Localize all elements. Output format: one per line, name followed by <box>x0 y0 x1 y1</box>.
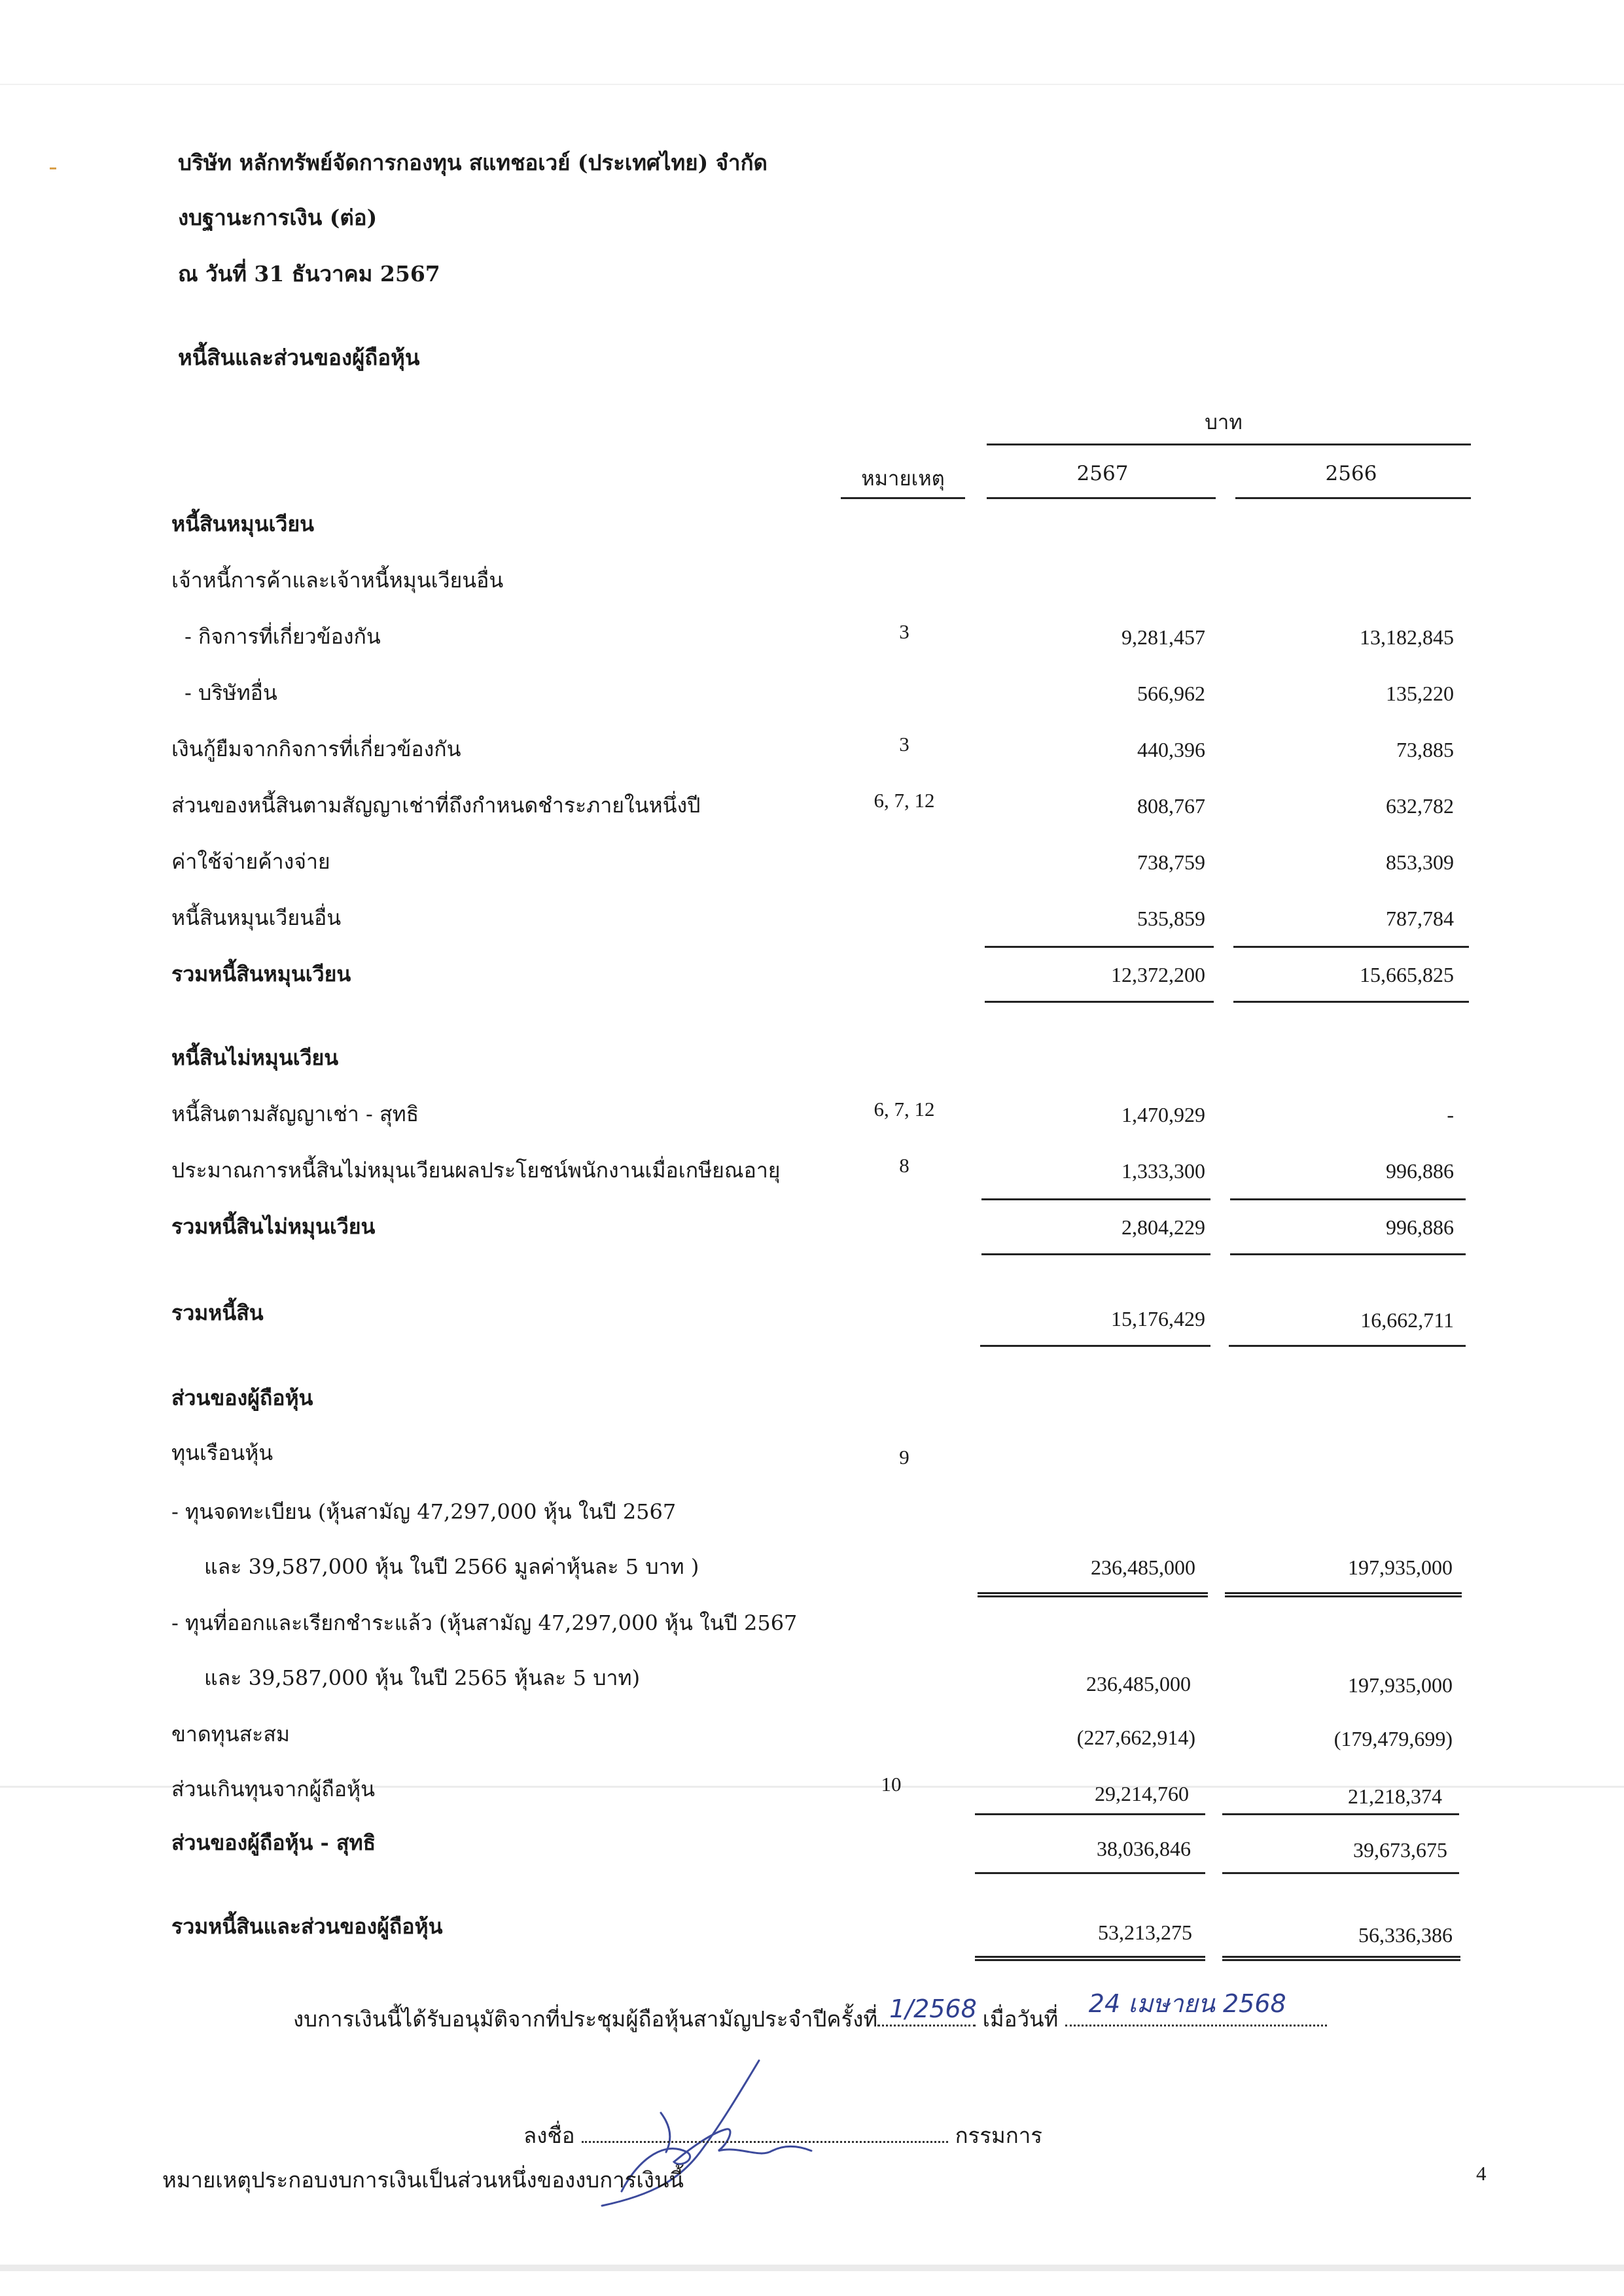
subtotal-rule <box>1230 1198 1466 1200</box>
row-label: รวมหนี้สิน <box>171 1300 264 1325</box>
row-value-2567: 2,804,229 <box>1121 1215 1205 1239</box>
total-rule <box>1229 1345 1466 1347</box>
total-rule <box>1230 1253 1466 1255</box>
row-value-2567: 738,759 <box>1137 850 1205 874</box>
row-label: - ทุนที่ออกและเรียกชำระแล้ว (หุ้นสามัญ 47,297,000 หุ้น ในปี 2567 <box>171 1610 798 1635</box>
year-2566-underline <box>1235 497 1471 499</box>
total-rule <box>1222 1872 1459 1874</box>
row-value-2566: 632,782 <box>1386 794 1454 818</box>
total-rule <box>1233 1001 1469 1003</box>
double-rule <box>978 1592 1208 1597</box>
row-label: - กิจการที่เกี่ยวข้องกัน <box>185 624 381 649</box>
meeting-number-field <box>877 1994 977 2026</box>
row-label: เงินกู้ยืมจากกิจการที่เกี่ยวข้องกัน <box>171 737 461 761</box>
table-row-total <box>0 1826 1624 1866</box>
year-2566-header: 2566 <box>1325 462 1377 485</box>
row-label: - บริษัทอื่น <box>185 680 277 705</box>
row-value-2566: 996,886 <box>1386 1215 1454 1239</box>
table-row <box>0 1607 1624 1646</box>
row-value-2566: 996,886 <box>1386 1159 1454 1183</box>
table-row-total <box>0 1210 1624 1249</box>
row-value-2567: (227,662,914) <box>1076 1726 1195 1749</box>
meeting-number-handwritten: 1/2568 <box>889 1994 977 2023</box>
table-row <box>0 1773 1624 1812</box>
note-header: หมายเหตุ <box>861 467 945 491</box>
table-row <box>0 901 1624 941</box>
table-row <box>0 1436 1624 1476</box>
table-row <box>0 1661 1624 1701</box>
double-rule <box>1222 1956 1460 1961</box>
row-value-2567: 9,281,457 <box>1121 625 1205 649</box>
row-label: ประมาณการหนี้สินไม่หมุนเวียนผลประโยชน์พนักงานเมื่อเกษียณอายุ <box>171 1158 781 1183</box>
table-row <box>0 620 1624 659</box>
table-row-grand-total <box>0 1910 1624 1949</box>
double-rule <box>1225 1592 1462 1597</box>
row-note: 8 <box>899 1154 909 1177</box>
signature-line <box>523 2118 1042 2153</box>
total-rule <box>981 1253 1210 1255</box>
table-row <box>0 1041 1624 1081</box>
row-value-2567: 29,214,760 <box>1095 1782 1189 1805</box>
note-underline <box>841 497 965 499</box>
row-value-2567: 38,036,846 <box>1097 1837 1191 1860</box>
subtotal-rule <box>1222 1813 1459 1815</box>
table-row <box>0 564 1624 603</box>
section-title: หนี้สินและส่วนของผู้ถือหุ้น <box>178 345 420 370</box>
scan-edge-bottom <box>0 2265 1624 2271</box>
row-label: หนี้สินหมุนเวียนอื่น <box>171 905 342 930</box>
total-rule <box>975 1872 1205 1874</box>
subtotal-rule <box>1233 946 1469 948</box>
row-label: ส่วนของผู้ถือหุ้น <box>171 1385 313 1410</box>
row-value-2567: 1,470,929 <box>1121 1103 1205 1126</box>
table-row <box>0 676 1624 716</box>
row-note: 3 <box>899 733 909 756</box>
year-2567-header: 2567 <box>1076 462 1129 485</box>
total-rule <box>980 1345 1210 1347</box>
row-value-2567: 12,372,200 <box>1111 963 1205 986</box>
row-label: ส่วนของผู้ถือหุ้น - สุทธิ <box>171 1830 376 1855</box>
row-value-2566: 16,662,711 <box>1360 1308 1454 1332</box>
statement-title: งบฐานะการเงิน (ต่อ) <box>178 205 378 230</box>
row-value-2566: 787,784 <box>1386 907 1454 930</box>
table-row-grand-total <box>0 1296 1624 1336</box>
row-value-2566: 39,673,675 <box>1353 1838 1447 1862</box>
row-value-2566: 56,336,386 <box>1358 1923 1453 1947</box>
unit-underline <box>987 444 1471 445</box>
row-label: ขาดทุนสะสม <box>171 1722 290 1747</box>
row-value-2566: 197,935,000 <box>1348 1556 1453 1579</box>
table-row <box>0 1154 1624 1193</box>
signature-dotted-field <box>582 2121 948 2143</box>
row-label: ส่วนเกินทุนจากผู้ถือหุ้น <box>171 1777 375 1801</box>
row-note: 10 <box>881 1773 902 1796</box>
double-rule <box>975 1956 1205 1961</box>
row-note: 6, 7, 12 <box>874 1098 935 1121</box>
scan-edge-top <box>0 84 1624 85</box>
year-2567-underline <box>987 497 1216 499</box>
row-value-2566: 853,309 <box>1386 850 1454 874</box>
row-value-2567: 236,485,000 <box>1086 1672 1191 1696</box>
subtotal-rule <box>981 1198 1210 1200</box>
row-value-2567: 566,962 <box>1137 682 1205 705</box>
approval-text: งบการเงินนี้ได้รับอนุมัติจากที่ประชุมผู้ถือหุ้นสามัญประจำปีครั้งที่ <box>293 2006 878 2032</box>
row-label: เจ้าหนี้การค้าและเจ้าหนี้หมุนเวียนอื่น <box>171 568 504 593</box>
table-row <box>0 1382 1624 1421</box>
table-row <box>0 845 1624 884</box>
row-note: 3 <box>899 620 909 643</box>
row-value-2567: 236,485,000 <box>1091 1556 1195 1579</box>
row-label: รวมหนี้สินไม่หมุนเวียน <box>171 1214 376 1239</box>
row-value-2566: (179,479,699) <box>1333 1727 1453 1750</box>
row-value-2567: 1,333,300 <box>1121 1159 1205 1183</box>
row-label: ส่วนของหนี้สินตามสัญญาเช่าที่ถึงกำหนดชำระภายในหนึ่งปี <box>171 793 701 818</box>
table-row <box>0 789 1624 828</box>
row-value-2567: 808,767 <box>1137 794 1205 818</box>
row-value-2566: 197,935,000 <box>1348 1673 1453 1697</box>
footer-note: หมายเหตุประกอบงบการเงินเป็นส่วนหนึ่งของงบการเงินนี้ <box>162 2167 684 2193</box>
company-name: บริษัท หลักทรัพย์จัดการกองทุน สแทชอเวย์ (ประเทศไทย) จำกัด <box>178 150 768 175</box>
approval-date-handwritten: 24 เมษายน 2568 <box>1088 1989 1286 2018</box>
table-row <box>0 1495 1624 1535</box>
row-label: หนี้สินหมุนเวียน <box>171 512 314 536</box>
subtotal-rule <box>975 1813 1205 1815</box>
row-value-2567: 15,176,429 <box>1111 1307 1205 1331</box>
row-label: รวมหนี้สินหมุนเวียน <box>171 962 351 986</box>
approval-date-label: เมื่อวันที่ <box>982 2006 1059 2032</box>
row-value-2567: 440,396 <box>1137 738 1205 761</box>
table-row <box>0 508 1624 547</box>
row-label: ค่าใช้จ่ายค้างจ่าย <box>171 849 330 874</box>
signer-role: กรรมการ <box>955 2123 1042 2148</box>
row-label: รวมหนี้สินและส่วนของผู้ถือหุ้น <box>171 1914 443 1939</box>
approval-statement <box>293 1989 1327 2036</box>
row-label: หนี้สินตามสัญญาเช่า - สุทธิ <box>171 1102 419 1126</box>
row-value-2566: 15,665,825 <box>1360 963 1454 986</box>
row-value-2566: - <box>1447 1103 1454 1126</box>
table-row-total <box>0 958 1624 997</box>
row-value-2567: 53,213,275 <box>1098 1921 1192 1944</box>
scan-mark <box>50 167 56 169</box>
row-value-2566: 21,218,374 <box>1348 1784 1442 1808</box>
row-label: และ 39,587,000 หุ้น ในปี 2566 มูลค่าหุ้นละ 5 บาท ) <box>204 1554 699 1579</box>
page-number: 4 <box>1476 2162 1487 2185</box>
table-row <box>0 733 1624 772</box>
table-row <box>0 1550 1624 1590</box>
statement-date: ณ วันที่ 31 ธันวาคม 2567 <box>178 261 440 287</box>
subtotal-rule <box>985 946 1214 948</box>
row-note: 9 <box>899 1446 909 1469</box>
row-value-2566: 73,885 <box>1396 738 1454 761</box>
approval-date-field <box>1065 1989 1327 2026</box>
row-label: และ 39,587,000 หุ้น ในปี 2565 หุ้นละ 5 บาท) <box>204 1665 641 1690</box>
row-note: 6, 7, 12 <box>874 789 935 812</box>
row-label: - ทุนจดทะเบียน (หุ้นสามัญ 47,297,000 หุ้น ในปี 2567 <box>171 1499 677 1524</box>
total-rule <box>985 1001 1214 1003</box>
row-value-2566: 13,182,845 <box>1360 625 1454 649</box>
table-row <box>0 1718 1624 1757</box>
row-value-2567: 535,859 <box>1137 907 1205 930</box>
sign-label: ลงชื่อ <box>523 2123 575 2148</box>
row-value-2566: 135,220 <box>1386 682 1454 705</box>
row-label: ทุนเรือนหุ้น <box>171 1440 274 1465</box>
unit-header: บาท <box>1205 411 1243 434</box>
table-row <box>0 1098 1624 1137</box>
row-label: หนี้สินไม่หมุนเวียน <box>171 1045 339 1070</box>
